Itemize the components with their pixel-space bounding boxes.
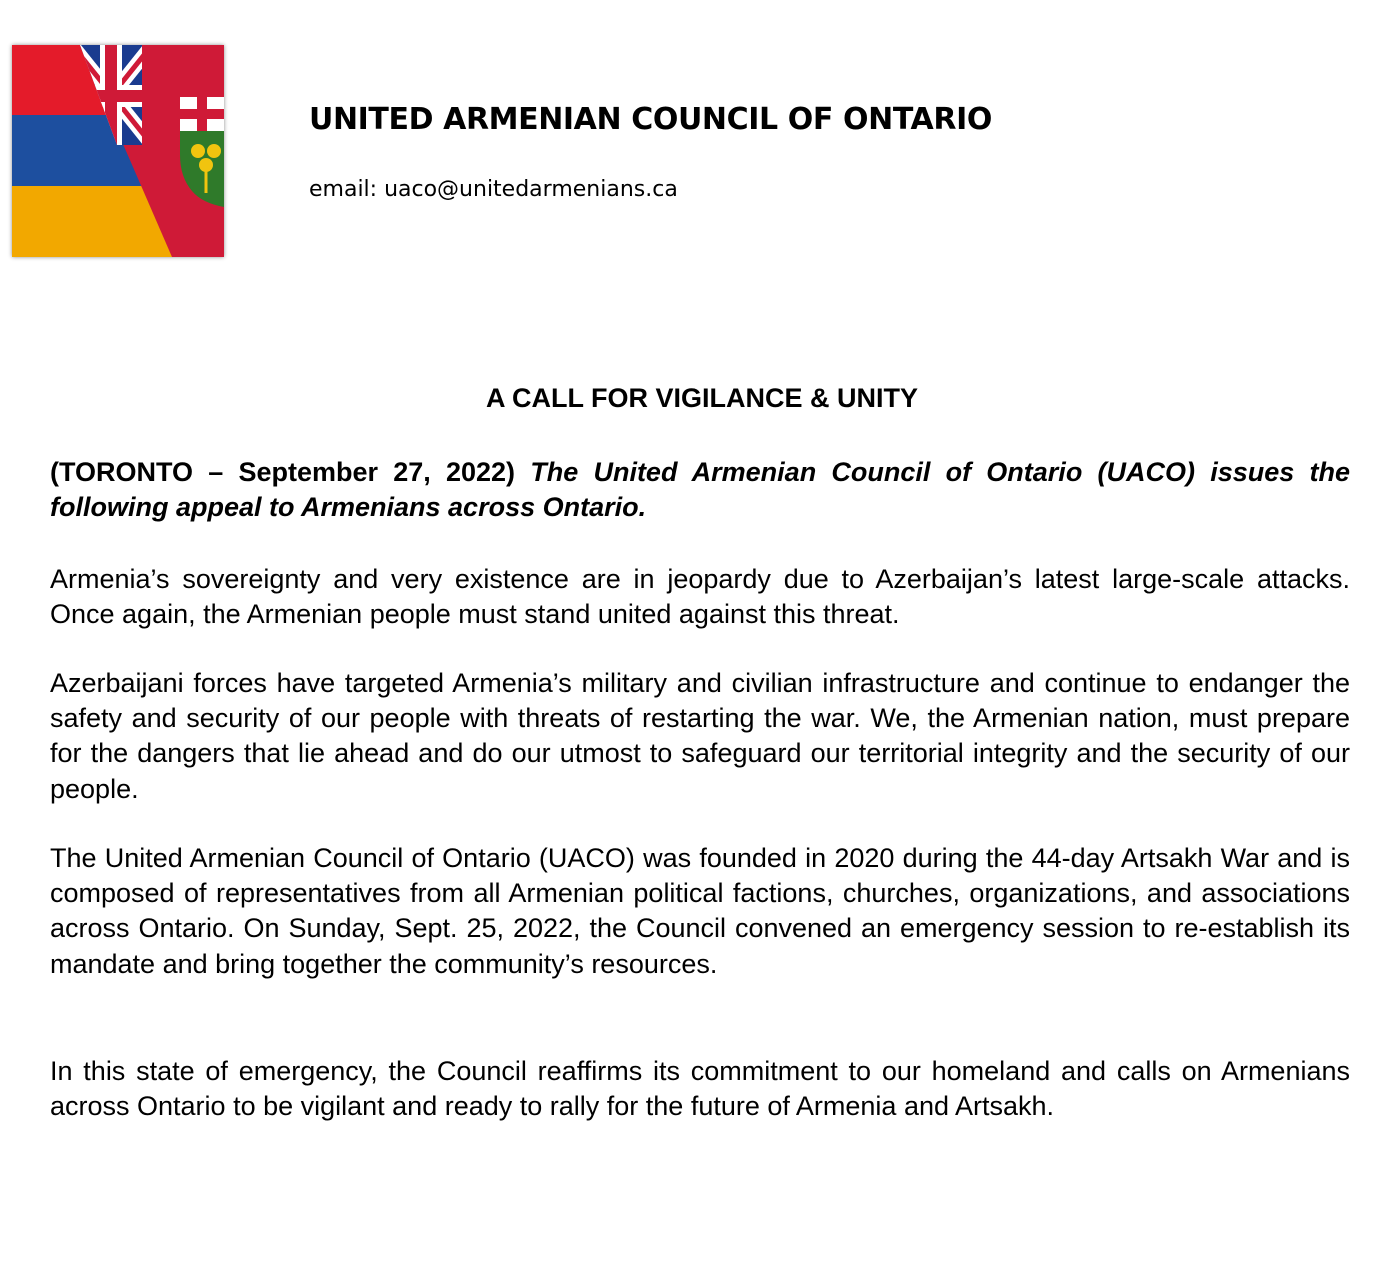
document-heading: A CALL FOR VIGILANCE & UNITY	[486, 383, 918, 413]
body-paragraph-1: Armenia’s sovereignty and very existence are in jeopardy due to Azerbaijan’s latest large-scale attacks. Once again, the Armenian people must stand united against this threat.	[50, 564, 1350, 630]
lead-paragraph	[50, 455, 1350, 525]
organization-email: email: uaco@unitedarmenians.ca	[309, 177, 678, 202]
organization-title: UNITED ARMENIAN COUNCIL OF ONTARIO	[309, 102, 992, 137]
body-paragraph-3: The United Armenian Council of Ontario (UACO) was founded in 2020 during the 44-day Artsakh War and is composed of representatives from all Armenian political factions, churches, organizations, and associations across Ontario. On Sunday, Sept. 25, 2022, the Council convened an emergency session to re-establish its mandate and bring together the community’s resources.	[50, 843, 1350, 979]
dateline: (TORONTO – September 27, 2022)	[50, 457, 516, 487]
body-paragraph-4: In this state of emergency, the Council reaffirms its commitment to our homeland and calls on Armenians across Ontario to be vigilant and ready to rally for the future of Armenia and Artsakh.	[50, 1056, 1350, 1122]
body-paragraph-2: Azerbaijani forces have targeted Armenia’s military and civilian infrastructure and continue to endanger the safety and security of our people with threats of restarting the war. We, the Armenian nation, must prepare for the dangers that lie ahead and do our utmost to safeguard our territorial integrity and the security of our people.	[50, 668, 1350, 804]
flag-logo-graphic	[12, 45, 224, 257]
armenia-ontario-flag-logo	[12, 45, 224, 257]
lead-italic-text: The United Armenian Council of Ontario (UACO) issues the following appeal to Armenians across Ontario.	[50, 457, 1350, 523]
